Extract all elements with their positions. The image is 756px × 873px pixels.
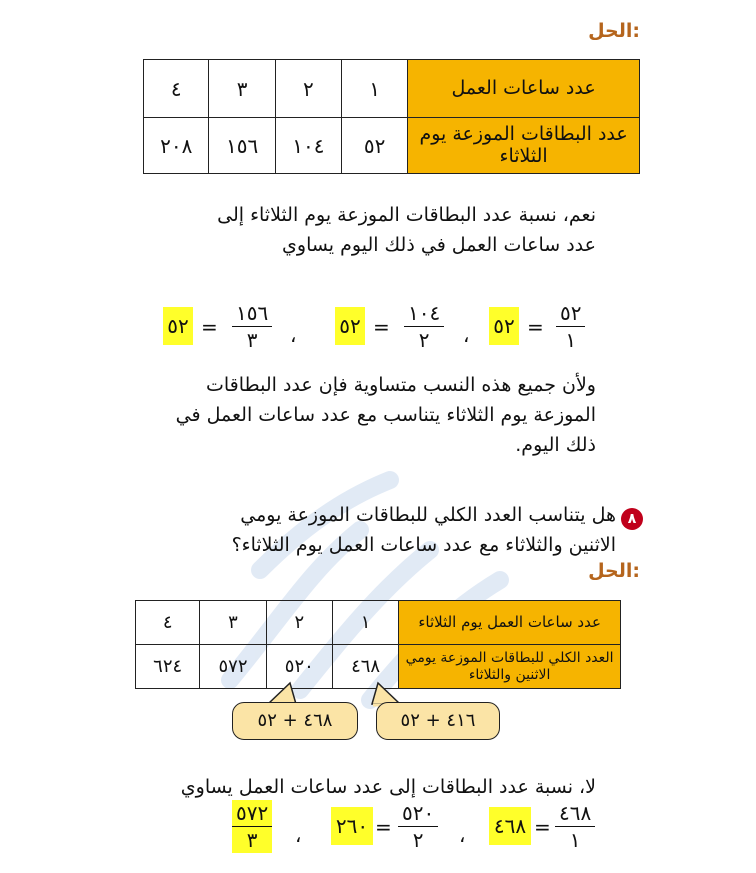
answer-paragraph-3: لا، نسبة عدد البطاقات إلى عدد ساعات العمل يساوي xyxy=(180,776,596,798)
table-cell: ١ xyxy=(332,601,398,645)
table-cell: ٢٠٨ xyxy=(144,118,209,174)
table-cell: ١٠٤ xyxy=(275,118,341,174)
fraction-numerator: ٥٧٢ xyxy=(232,800,272,827)
ratio-result-highlight: ٥٢ xyxy=(163,307,193,345)
fraction-numerator: ٥٢ xyxy=(556,300,585,327)
table-cell: ١٥٦ xyxy=(209,118,275,174)
ratio-fraction xyxy=(398,800,438,853)
fraction-denominator: ٢ xyxy=(412,828,424,852)
comma-separator: ، xyxy=(463,323,470,347)
comma-separator: ، xyxy=(290,323,297,347)
solution-label: الحل: xyxy=(588,20,640,42)
fraction-denominator: ٣ xyxy=(246,328,258,352)
table-cell: ٦٢٤ xyxy=(136,645,200,689)
fraction-numerator: ١٥٦ xyxy=(232,300,272,327)
table-cell: ٢ xyxy=(266,601,332,645)
fraction-denominator: ١ xyxy=(565,328,577,352)
callout-bubble: ٤٦٨ + ٥٢ xyxy=(232,702,358,740)
table-cell: ٥٢ xyxy=(342,118,408,174)
callout-bubble: ٤١٦ + ٥٢ xyxy=(376,702,500,740)
ratio-result-highlight: ٤٦٨ xyxy=(489,807,531,845)
fraction-numerator: ١٠٤ xyxy=(404,300,444,327)
comma-separator: ، xyxy=(459,823,466,847)
fraction-denominator: ٢ xyxy=(418,328,430,352)
table-cell: ٥٧٢ xyxy=(200,645,266,689)
comma-separator: ، xyxy=(295,823,302,847)
text-line: الموزعة يوم الثلاثاء يتناسب مع عدد ساعات العمل في xyxy=(175,404,596,426)
equals-sign: = xyxy=(534,815,551,839)
text-line: ولأن جميع هذه النسب متساوية فإن عدد البطاقات xyxy=(205,374,596,396)
table-cell: ٤٦٨ xyxy=(332,645,398,689)
ratio-result-highlight: ٢٦٠ xyxy=(331,807,373,845)
text-line: ذلك اليوم. xyxy=(515,434,596,456)
row-header-total-cards: العدد الكلي للبطاقات الموزعة يومي الاثنين والثلاثاء xyxy=(399,645,621,689)
table-cell: ١ xyxy=(342,60,408,118)
table-cell: ٤ xyxy=(136,601,200,645)
table-cell: ٥٢٠ xyxy=(266,645,332,689)
equals-sign: = xyxy=(375,815,392,839)
table-cell: ٣ xyxy=(209,60,275,118)
fraction-numerator: ٤٦٨ xyxy=(555,800,595,827)
text-line: عدد ساعات العمل في ذلك اليوم يساوي xyxy=(282,234,596,256)
ratio-result-highlight: ٥٢ xyxy=(335,307,365,345)
equals-sign: = xyxy=(373,315,390,339)
ratio-fraction-highlighted xyxy=(232,800,272,853)
text-line: الاثنين والثلاثاء مع عدد ساعات العمل يوم الثلاثاء؟ xyxy=(231,534,616,556)
equals-sign: = xyxy=(201,315,218,339)
table-cell: ٤ xyxy=(144,60,209,118)
text-line: نعم، نسبة عدد البطاقات الموزعة يوم الثلاثاء إلى xyxy=(217,204,596,226)
fraction-denominator: ١ xyxy=(569,828,581,852)
text-line: هل يتناسب العدد الكلي للبطاقات الموزعة يومي xyxy=(240,504,616,526)
row-header-hours: عدد ساعات العمل xyxy=(408,60,640,118)
fraction-numerator: ٥٢٠ xyxy=(398,800,438,827)
question-number-badge: ٨ xyxy=(621,508,643,530)
equals-sign: = xyxy=(527,315,544,339)
solution-label: الحل: xyxy=(588,560,640,582)
ratio-result-highlight: ٥٢ xyxy=(489,307,519,345)
fraction-denominator: ٣ xyxy=(246,828,258,852)
row-header-hours: عدد ساعات العمل يوم الثلاثاء xyxy=(399,601,621,645)
table-cell: ٢ xyxy=(275,60,341,118)
table-cell: ٣ xyxy=(200,601,266,645)
row-header-cards: عدد البطاقات الموزعة يوم الثلاثاء xyxy=(408,118,640,174)
ratio-fraction xyxy=(555,800,595,853)
